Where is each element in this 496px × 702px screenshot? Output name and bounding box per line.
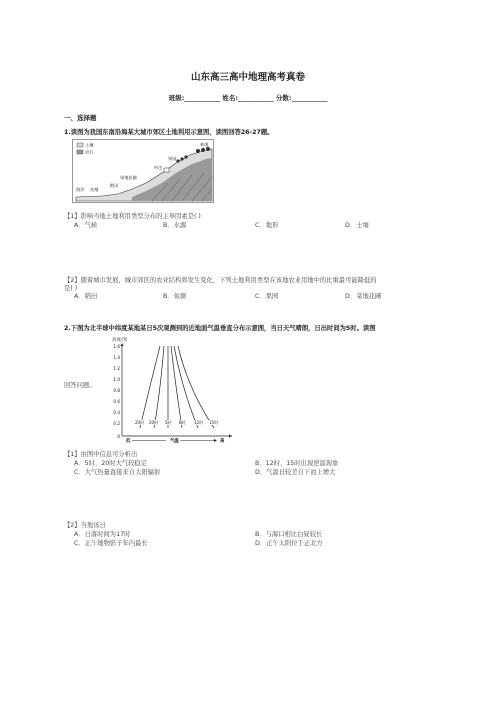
curve-12h	[174, 346, 198, 428]
q1-sub1-option-a[interactable]: A．气候	[74, 222, 98, 229]
q1-stem: 1.读图为我国东南沿海某大城市郊区土地利用示意图，读图回答26-27题。	[64, 129, 274, 136]
legend-rock-swatch	[77, 150, 83, 154]
q1-sub2-stem-cont: 是( )	[64, 285, 78, 292]
page-title: 山东高三高中地理高考真卷	[190, 72, 305, 83]
ytick: 1.6	[113, 344, 120, 349]
q1-sub1-option-b[interactable]: B．水源	[163, 222, 187, 229]
curve-label: 12时	[194, 420, 204, 425]
curve-label: 20时	[135, 420, 145, 425]
curve-label: 5时	[165, 420, 172, 425]
q2-sub2-stem: 【2】当地该日	[64, 522, 106, 529]
curve-label: 15时	[209, 420, 219, 425]
label-fish-pond: 鱼塘	[90, 187, 99, 192]
student-info-line: 班级:___________ 姓名:___________ 分数:___________	[168, 94, 328, 102]
q1-sub1-option-c[interactable]: C．地形	[255, 222, 279, 229]
ytick: 0.8	[113, 388, 120, 393]
q1-sub2-option-d[interactable]: D．菜地花圃	[345, 293, 382, 300]
ytick: 0.2	[113, 421, 120, 426]
q2-sub1-option-b[interactable]: B．12时、15时出现逆温现象	[255, 460, 339, 467]
q2-stem-cont: 回答问题。	[64, 382, 96, 389]
chart-xlabel: 气温	[170, 439, 179, 444]
x-low-label: 低	[126, 439, 131, 444]
curve-20h-a	[140, 346, 160, 428]
ytick: 0.6	[113, 399, 120, 404]
legend-soil: 土壤	[85, 142, 94, 148]
chart-ylabel: 高度/米	[112, 338, 128, 343]
label-orchard: 果园	[168, 156, 177, 161]
q1-sub1-stem: 【1】影响当地土地利用类型分布的主导因素是( )	[64, 213, 201, 220]
q1-sub2-stem: 【2】随着城市发展，城市郊区的农业结构将发生变化，下列土地利用类型在该地农业用地中的比重最可能降低的	[64, 277, 377, 284]
land-use-diagram	[72, 139, 214, 203]
q2-sub1-stem: 【1】由图中信息可分析出	[64, 451, 138, 458]
label-rice-field: 稻田	[110, 183, 119, 188]
label-coast: 海岸	[76, 187, 85, 192]
q1-sub2-option-b[interactable]: B．鱼塘	[163, 293, 187, 300]
q1-sub1-option-d[interactable]: D．土壤	[345, 222, 369, 229]
curve-label: 20时	[149, 420, 159, 425]
q2-sub2-option-a[interactable]: A．日落时间为17时	[74, 531, 131, 538]
ytick: 0.4	[113, 410, 120, 415]
ytick: 0	[117, 434, 120, 439]
curve-20h-b	[154, 346, 164, 428]
legend-rock: 岩石	[85, 149, 94, 155]
q2-sub2-option-b[interactable]: B．与海口相比白昼较长	[255, 531, 323, 538]
q2-sub2-option-d[interactable]: D．正午太阳位于正北方	[255, 540, 323, 547]
q1-sub2-option-c[interactable]: C．果园	[255, 293, 279, 300]
label-vegetable-flower: 果地花圃	[120, 175, 137, 180]
q1-sub2-option-a[interactable]: A．稻田	[74, 293, 98, 300]
q2-sub2-option-c[interactable]: C．正午地物影子年内最长	[74, 540, 148, 547]
temperature-profile-chart	[108, 334, 236, 446]
ytick: 1.4	[113, 355, 120, 360]
q2-stem: 2.下图为北半球中纬度某地某日5次观测到的近地面气温垂直分布示意图，当日天气晴朗，日出时间为5时。读图	[64, 325, 376, 332]
curve-label: 8时	[179, 420, 186, 425]
ytick: 1.2	[113, 366, 120, 371]
label-village: 村庄	[154, 165, 163, 170]
label-forest: 林地	[200, 142, 209, 147]
q2-sub1-option-a[interactable]: A．5时、20时大气较稳定	[74, 460, 147, 467]
section-heading: 一、选择题	[64, 114, 97, 122]
legend-soil-swatch	[77, 143, 83, 147]
q2-sub1-option-d[interactable]: D．气温日较差自下而上增大	[255, 469, 336, 476]
ytick: 1.0	[113, 377, 120, 382]
q2-sub1-option-c[interactable]: C．大气热量直接来自太阳辐射	[74, 469, 161, 476]
x-high-label: 高	[220, 439, 225, 444]
